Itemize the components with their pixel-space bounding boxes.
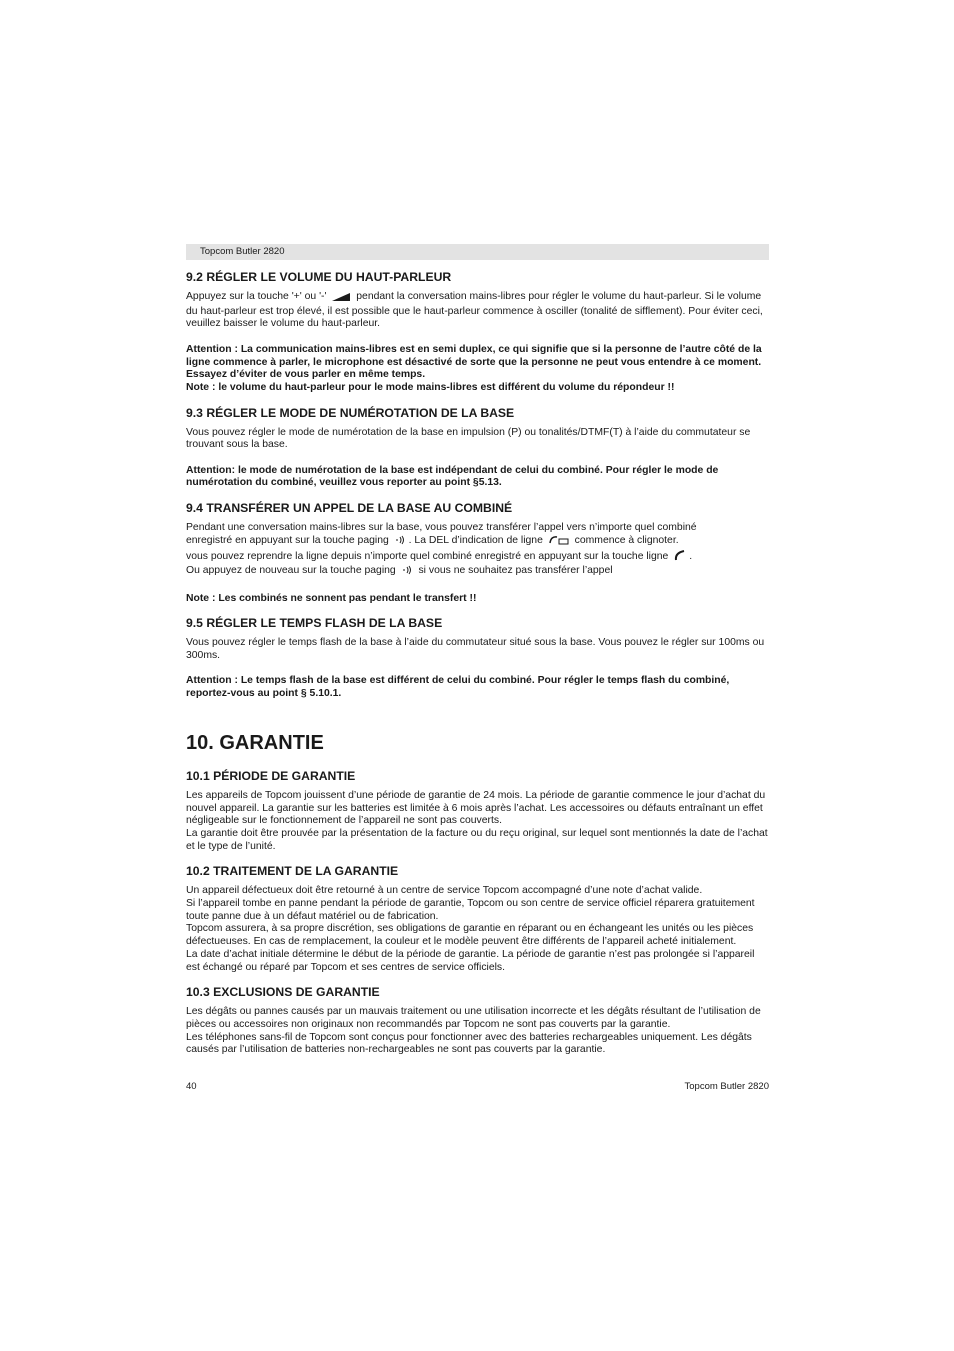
paragraph: Si l’appareil tombe en panne pendant la période de garantie, Topcom ou son centre de service officiel réparera gratuitement toute panne due à un défaut matériel ou de fabrication. — [186, 898, 755, 922]
section-9-2 — [186, 270, 769, 395]
section-title: 9.5 RÉGLER LE TEMPS FLASH DE LA BASE — [186, 616, 443, 631]
note-text: Note : le volume du haut-parleur pour le mode mains-libres est différent du volume du répondeur !! — [186, 381, 675, 393]
section-title: 10.3 EXCLUSIONS DE GARANTIE — [186, 985, 380, 1000]
paragraph: Vous pouvez régler le mode de numérotation de la base en impulsion (P) ou tonalités/DTMF(T) à l’aide du commutateur se trouvant sous la base. — [186, 426, 751, 451]
section-10-1 — [186, 769, 769, 854]
warning-text: Attention: le mode de numérotation de la base est indépendant de celui du combiné. Pour régler le mode de numérotation du combiné, veuillez vous reporter au point §5.13. — [186, 464, 719, 489]
section-title: 10.2 TRAITEMENT DE LA GARANTIE — [186, 864, 399, 879]
page-content — [186, 270, 769, 1068]
paragraph: Vous pouvez régler le temps flash de la base à l’aide du commutateur situé sous la base. Vous pouvez le régler sur 100ms ou 300ms. — [186, 637, 765, 662]
paragraph: Les téléphones sans-fil de Topcom sont conçus pour fonctionner avec des batteries rechargeables uniquement. Les dégâts causés par l’utilisation de batteries non-rechargeables ne sont pas couverts par la garantie. — [186, 1031, 752, 1056]
paragraph: La garantie doit être prouvée par la présentation de la facture ou du reçu original, sur lequel sont mentionnés la date de l’achat et le type de l’unité. — [186, 827, 768, 852]
section-title: 9.3 RÉGLER LE MODE DE NUMÉROTATION DE LA BASE — [186, 405, 515, 420]
warning-text: Attention : Le temps flash de la base est différent de celui du combiné. Pour régler le temps flash du combiné, reportez-vous au point § 5.10.1. — [186, 675, 730, 700]
section-10-3 — [186, 985, 769, 1057]
paragraph-line: Ou appuyez de nouveau sur la touche paging si vous ne souhaitez pas transférer l’appel — [186, 565, 769, 580]
line-led-icon — [549, 535, 569, 550]
paragraph: Appuyez sur la touche '+' ou '-' pendant la conversation mains-libres pour régler le volume du haut-parleur. Si le volume du haut-parleur est trop élevé, il est possible que le haut-parleur commence à osciller (tonalité de sifflement). Pour éviter ceci, veuillez baisser le volume du haut-parleur. — [186, 291, 763, 330]
section-title: 9.2 RÉGLER LE VOLUME DU HAUT-PARLEUR — [186, 270, 452, 284]
footer-product-name: Topcom Butler 2820 — [684, 1081, 769, 1092]
paging-icon — [395, 535, 406, 550]
volume-ramp-icon — [332, 292, 350, 306]
warning-text: Attention : La communication mains-libres est en semi duplex, ce qui signifie que si la personne de l’autre côté de la ligne commence à parler, le microphone est désactivé de sorte que la personne ne peut vous entendre à ce moment. Essayez d’éviter de vous parler en même temps. — [186, 343, 762, 381]
section-9-5 — [186, 616, 769, 701]
section-9-4 — [186, 501, 769, 605]
paragraph: Topcom assurera, à sa propre discrétion, ses obligations de garantie en réparant ou en échangeant les unités ou les pièces défectueuses. En cas de remplacement, la couleur et le modèle peuvent être différents de l’appareil acheté initialement. — [186, 923, 754, 948]
paragraph: Les appareils de Topcom jouissent d’une période de garantie de 24 mois. La période de garantie commence le jour d’achat du nouvel appareil. La garantie sur les batteries est limitée à 6 mois après l’achat. Les accessoires ou défauts entraînant un effet négligeable sur le fonctionnement de l’appareil ne sont pas couverts. — [186, 789, 766, 827]
section-10-2 — [186, 864, 769, 974]
chapter-title: 10. GARANTIE — [186, 731, 324, 754]
paging-icon — [402, 565, 413, 580]
paragraph: Les dégâts ou pannes causés par un mauvais traitement ou une utilisation incorrecte et les dégâts résultant de l’utilisation de pièces ou accessoires non originaux non recommandés par Topcom ne sont pas couverts par la garantie. — [186, 1006, 761, 1030]
header-product-name: Topcom Butler 2820 — [200, 246, 285, 257]
section-title: 10.1 PÉRIODE DE GARANTIE — [186, 768, 356, 783]
paragraph-line: Pendant une conversation mains-libres sur la base, vous pouvez transférer l’appel vers n’importe quel combiné — [186, 522, 697, 534]
phone-handset-icon — [674, 550, 686, 566]
paragraph: La date d’achat initiale détermine le début de la période de garantie. La période de garantie n’est pas prolongée si l’appareil est échangé ou réparé par Topcom et ses centres de service officiels. — [186, 948, 755, 973]
running-header — [186, 244, 769, 260]
note-text: Note : Les combinés ne sonnent pas pendant le transfert !! — [186, 592, 477, 604]
section-9-3 — [186, 406, 769, 491]
paragraph-line: vous pouvez reprendre la ligne depuis n’importe quel combiné enregistré en appuyant sur la touche ligne . — [186, 550, 769, 566]
paragraph: Un appareil défectueux doit être retourné à un centre de service Topcom accompagné d’une note d’achat valide. — [186, 885, 703, 897]
paragraph-line: enregistré en appuyant sur la touche paging . La DEL d’indication de ligne commence à clignoter. — [186, 535, 769, 550]
page-number: 40 — [186, 1081, 197, 1092]
section-title: 9.4 TRANSFÉRER UN APPEL DE LA BASE AU COMBINÉ — [186, 501, 513, 516]
